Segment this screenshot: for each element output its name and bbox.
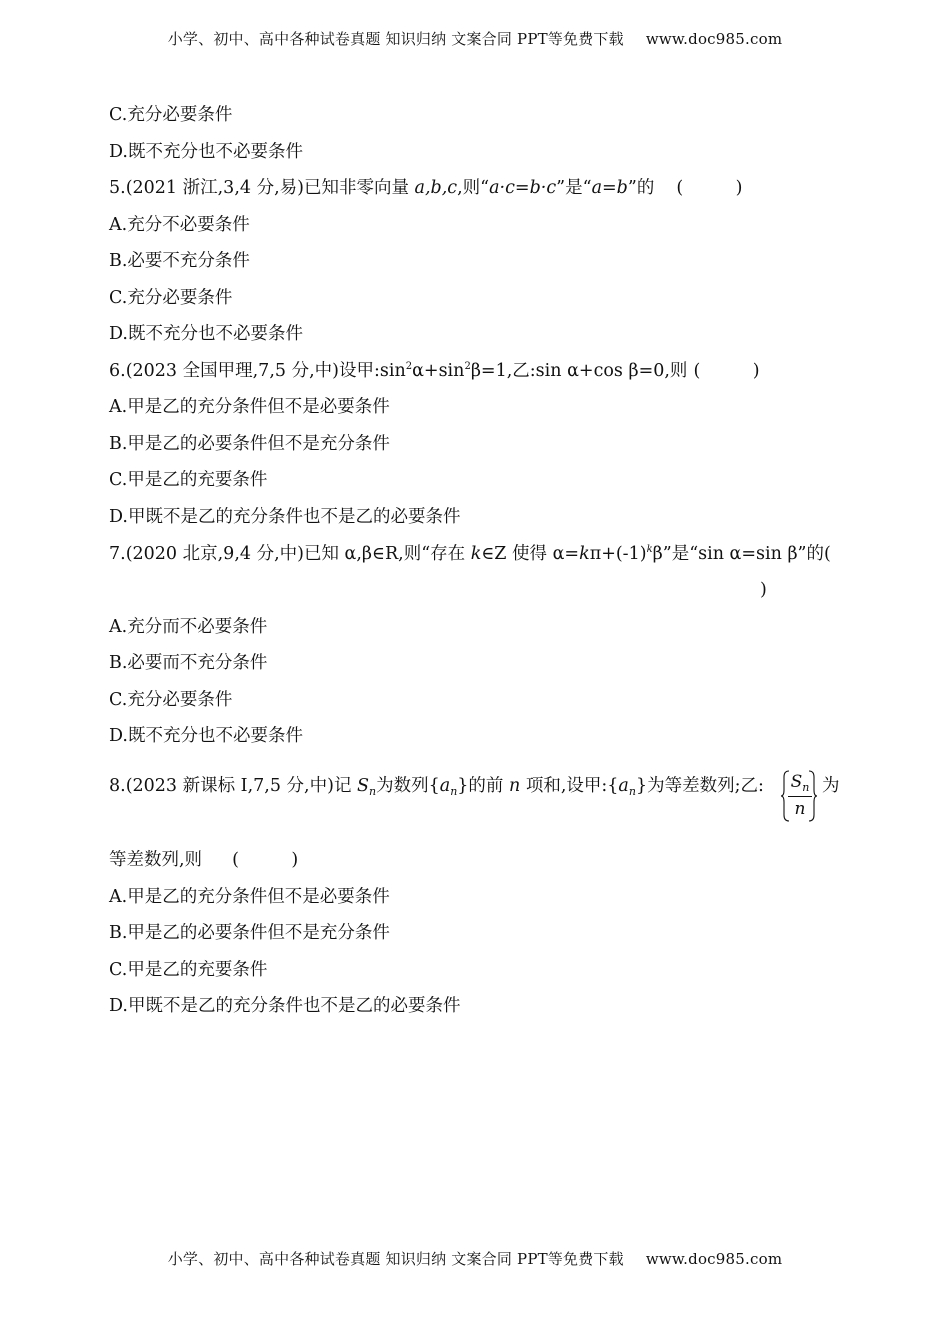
right-brace-icon: [808, 770, 818, 822]
q7-option-c: C.充分必要条件: [109, 690, 233, 710]
q6-option-a: A.甲是乙的充分条件但不是必要条件: [109, 397, 390, 417]
q7-option-b: B.必要而不充分条件: [109, 653, 268, 673]
q5-answer-paren: ( ): [676, 178, 743, 198]
q7-option-a: A.充分而不必要条件: [109, 617, 268, 637]
q7-answer-paren-close: ): [760, 580, 767, 600]
q4-option-d: D.既不充分也不必要条件: [109, 142, 303, 162]
q5-option-d: D.既不充分也不必要条件: [109, 324, 303, 344]
q6-option-c: C.甲是乙的充要条件: [109, 470, 268, 490]
footer-text: 小学、初中、高中各种试卷真题 知识归纳 文案合同 PPT等免费下载: [167, 1250, 624, 1268]
q8-stem: 8.(2023 新课标 Ⅰ,7,5 分,中)记 $S_n$为数列$\{a_n\}$的前 n 项和,设甲$:\{a_n\}$为等差数列;乙:: [109, 776, 764, 798]
q8-sequence-fraction: $S_n$ n: [780, 770, 818, 824]
page-footer: [0, 1248, 950, 1269]
q5-option-b: B.必要不充分条件: [109, 251, 250, 271]
q5-stem: 5.(2021 浙江,3,4 分,易)已知非零向量 a,b,c,则“a·c=b·c”是“a=b”的 ( ): [109, 178, 743, 198]
header-text: 小学、初中、高中各种试卷真题 知识归纳 文案合同 PPT等免费下载: [167, 30, 624, 48]
q8-stem-line2: 等差数列,则 ( ): [109, 850, 299, 870]
q7-stem: 7.(2020 北京,9,4 分,中)已知 α,β∈R,则“存在 k∈Z 使得 $\alpha=k\pi+(-1)^k\beta$”是“sin α=sin β”的(: [109, 544, 831, 564]
q8-option-d: D.甲既不是乙的充分条件也不是乙的必要条件: [109, 996, 461, 1016]
q8-stem-end: 为: [822, 776, 840, 796]
q8-answer-paren: ( ): [232, 850, 299, 870]
q6-answer-paren: ( ): [693, 361, 760, 381]
q8-option-b: B.甲是乙的必要条件但不是充分条件: [109, 923, 390, 943]
page-header: [0, 28, 950, 49]
q6-option-d: D.甲既不是乙的充分条件也不是乙的必要条件: [109, 507, 461, 527]
q5-option-a: A.充分不必要条件: [109, 215, 250, 235]
q6-option-b: B.甲是乙的必要条件但不是充分条件: [109, 434, 390, 454]
q5-option-c: C.充分必要条件: [109, 288, 233, 308]
q6-stem: 6.(2023 全国甲理,7,5 分,中)设甲$:\sin^2\alpha+\sin^2\beta=1$,乙:sin α+cos β=0,则 ( ): [109, 361, 760, 381]
q7-option-d: D.既不充分也不必要条件: [109, 726, 303, 746]
q8-option-a: A.甲是乙的充分条件但不是必要条件: [109, 887, 390, 907]
header-site[interactable]: www.doc985.com: [645, 30, 783, 48]
q4-option-c: C.充分必要条件: [109, 105, 233, 125]
footer-site[interactable]: www.doc985.com: [645, 1250, 783, 1268]
q8-option-c: C.甲是乙的充要条件: [109, 960, 268, 980]
